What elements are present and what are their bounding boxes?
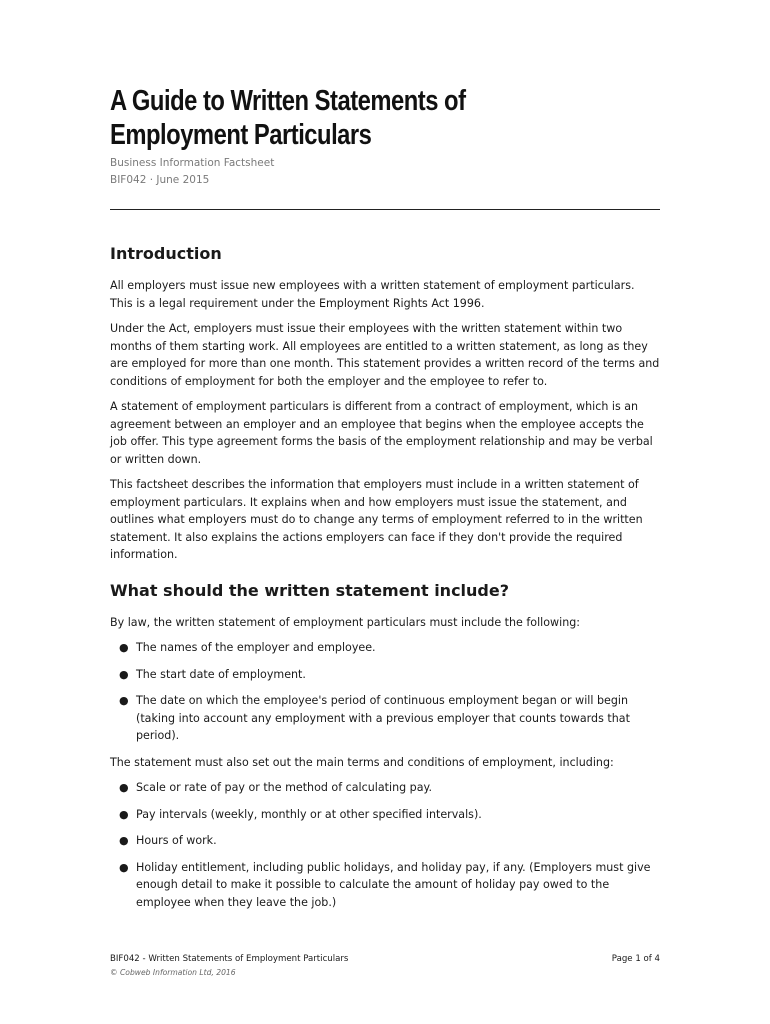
intro-paragraph: A statement of employment particulars is different from a contract of employment, which is an agreement between an employer and an employee that begins when the employee accepts the job offer. This type agreement forms the basis of the employment relationship and may be verbal or written down. — [110, 400, 653, 466]
list-item — [110, 806, 660, 824]
title-line-1: A Guide to Written Statements of — [110, 85, 466, 117]
include-heading: What should the written statement include? — [110, 580, 510, 600]
introduction-heading: Introduction — [110, 244, 222, 263]
list-item — [110, 832, 660, 850]
terms-conditions-list — [110, 779, 660, 911]
terms-lead-text: The statement must also set out the main terms and conditions of employment, including: — [110, 755, 614, 769]
bullet-icon: ● — [119, 641, 129, 654]
footer-row — [110, 952, 660, 966]
bullet-icon: ● — [119, 834, 129, 847]
list-item-text: The start date of employment. — [136, 667, 306, 681]
include-lead-text: By law, the written statement of employment particulars must include the following: — [110, 615, 581, 629]
bullet-icon: ● — [119, 860, 129, 874]
list-item-text: Pay intervals (weekly, monthly or at other specified intervals). — [136, 807, 482, 821]
bullet-icon: ● — [119, 667, 129, 681]
list-item-text: Holiday entitlement, including public holidays, and holiday pay, if any. (Employers must give enough detail to make it possible to calculate the amount of holiday pay owed to the employee when they leave the job.) — [136, 860, 651, 909]
intro-paragraph: All employers must issue new employees with a written statement of employment particulars. This is a legal requirement under the Employment Rights Act 1996. — [110, 279, 635, 310]
intro-paragraph: This factsheet describes the information that employers must include in a written statement of employment particulars. It explains when and how employers must issue the statement, and outlines what employers must do to change any terms of employment referred to in the written statement. It also explains the actions employers can face if they don't provide the required information. — [110, 478, 643, 561]
list-item-text: Scale or rate of pay or the method of calculating pay. — [136, 781, 433, 794]
document-body — [110, 243, 660, 920]
list-item — [110, 692, 660, 745]
title-line-2: Employment Particulars — [110, 119, 372, 151]
subtitle-reference: BIF042 · June 2015 — [110, 174, 210, 186]
list-item — [110, 639, 660, 657]
document-title — [110, 84, 569, 152]
list-item-text: The names of the employer and employee. — [136, 641, 376, 654]
bullet-icon: ● — [119, 694, 129, 707]
document-subtitle — [110, 155, 274, 189]
required-particulars-list — [110, 639, 660, 745]
footer-document-reference: BIF042 - Written Statements of Employment Particulars — [110, 954, 349, 964]
title-divider — [110, 209, 660, 210]
list-item — [110, 859, 660, 912]
copyright-notice: © Cobweb Information Ltd, 2016 — [110, 968, 236, 977]
list-item-text: The date on which the employee's period of continuous employment began or will begin (taking into account any employment with a previous employer that counts towards that period). — [136, 694, 630, 742]
list-item — [110, 666, 660, 684]
list-item — [110, 779, 660, 797]
intro-paragraph: Under the Act, employers must issue their employees with the written statement within two months of them starting work. All employees are entitled to a written statement, as long as they are employed for more than one month. This statement provides a written record of the terms and conditions of employment for both the employer and the employee to refer to. — [110, 322, 660, 388]
page-footer — [110, 952, 660, 980]
page-number: Page 1 of 4 — [611, 954, 660, 964]
list-item-text: Hours of work. — [136, 834, 217, 847]
subtitle-factsheet: Business Information Factsheet — [110, 157, 275, 169]
bullet-icon: ● — [119, 807, 129, 821]
bullet-icon: ● — [119, 781, 129, 794]
